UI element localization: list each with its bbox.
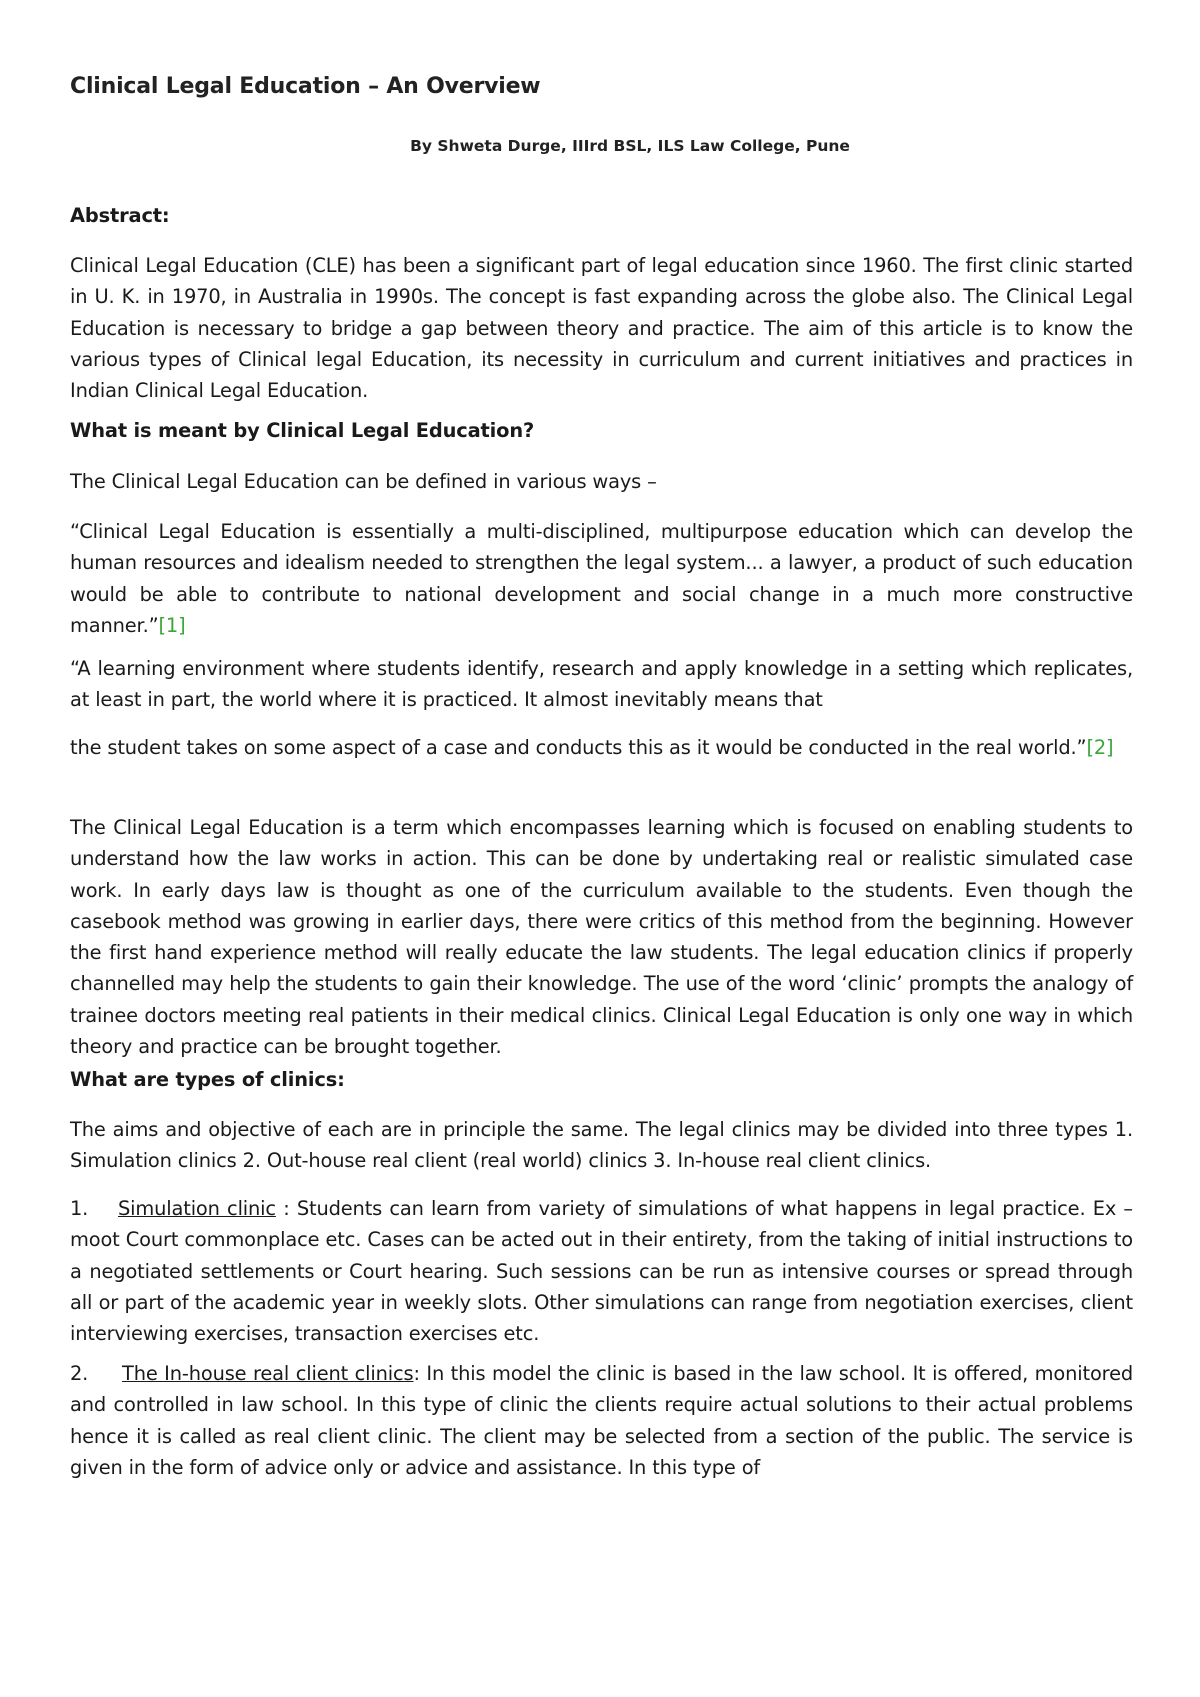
list-item-text: : Students can learn from variety of simulations of what happens in legal practice. Ex – moot Court commonplace etc. Cases can be acted out in their entirety, from the taking of initial instructions to a negotiated settlements or Court hearing. Such sessions can be run as intensive courses or spread through all or part of the academic year in weekly slots. Other simulations can range from negotiation exercises, client interviewing exercises, transaction exercises etc. [70, 1197, 1133, 1346]
list-item-simulation-clinic [70, 1193, 1133, 1349]
list-item-number: 1. [70, 1197, 89, 1220]
list-item-label: Simulation clinic [118, 1197, 276, 1220]
footnote-link-1[interactable]: [1] [158, 613, 186, 637]
abstract-heading: Abstract: [70, 204, 170, 227]
types-intro: The aims and objective of each are in principle the same. The legal clinics may be divided into three types 1. Simulation clinics 2. Out-house real client (real world) clinics 3. In-house real client clinics. [70, 1118, 1133, 1173]
abstract-paragraph: Clinical Legal Education (CLE) has been a significant part of legal education since 1960. The first clinic started in U. K. in 1970, in Australia in 1990s. The concept is fast expanding across the globe also. The Clinical Legal Education is necessary to bridge a gap between theory and practice. The aim of this article is to know the various types of Clinical legal Education, its necessity in curriculum and current initiatives and practices in Indian Clinical Legal Education. [70, 254, 1133, 403]
list-item-in-house-clinic [70, 1358, 1133, 1483]
meaning-intro: The Clinical Legal Education can be defined in various ways – [70, 470, 657, 493]
document-title: Clinical Legal Education – An Overview [70, 74, 541, 99]
quote-2-part-a: “A learning environment where students identify, research and apply knowledge in a setting which replicates, at least in part, the world where it is practiced. It almost inevitably means that [70, 657, 1133, 712]
meaning-heading: What is meant by Clinical Legal Education? [70, 419, 535, 442]
types-heading: What are types of clinics: [70, 1068, 345, 1091]
list-item-number: 2. [70, 1362, 89, 1385]
meaning-paragraph: The Clinical Legal Education is a term which encompasses learning which is focused on enabling students to understand how the law works in action. This can be done by undertaking real or realistic simulated case work. In early days law is thought as one of the curriculum available to the students. Even though the casebook method was growing in earlier days, there were critics of this method from the beginning. However the first hand experience method will really educate the law students. The legal education clinics if properly channelled may help the students to gain their knowledge. The use of the word ‘clinic’ prompts the analogy of trainee doctors meeting real patients in their medical clinics. Clinical Legal Education is only one way in which theory and practice can be brought together. [70, 816, 1133, 1059]
quote-2-text: the student takes on some aspect of a case and conducts this as it would be conducted in the real world.” [70, 736, 1087, 759]
quote-2-part-b [70, 732, 1133, 763]
list-item-text: : In this model the clinic is based in the law school. It is offered, monitored and controlled in law school. In this type of clinic the clients require actual solutions to their actual problems hence it is called as real client clinic. The client may be selected from a section of the public. The service is given in the form of advice only or advice and assistance. In this type of [70, 1362, 1134, 1479]
footnote-link-2[interactable]: [2] [1086, 736, 1114, 759]
quote-1 [70, 516, 1133, 641]
list-item-label: The In-house real client clinics [122, 1362, 414, 1385]
author-byline: By Shweta Durge, IIIrd BSL, ILS Law College, Pune [410, 137, 850, 155]
quote-1-text: “Clinical Legal Education is essentially a multi-disciplined, multipurpose education which can develop the human resources and idealism needed to strengthen the legal system... a lawyer, a product of such education would be able to contribute to national development and social change in a much more constructive manner.” [70, 520, 1133, 637]
